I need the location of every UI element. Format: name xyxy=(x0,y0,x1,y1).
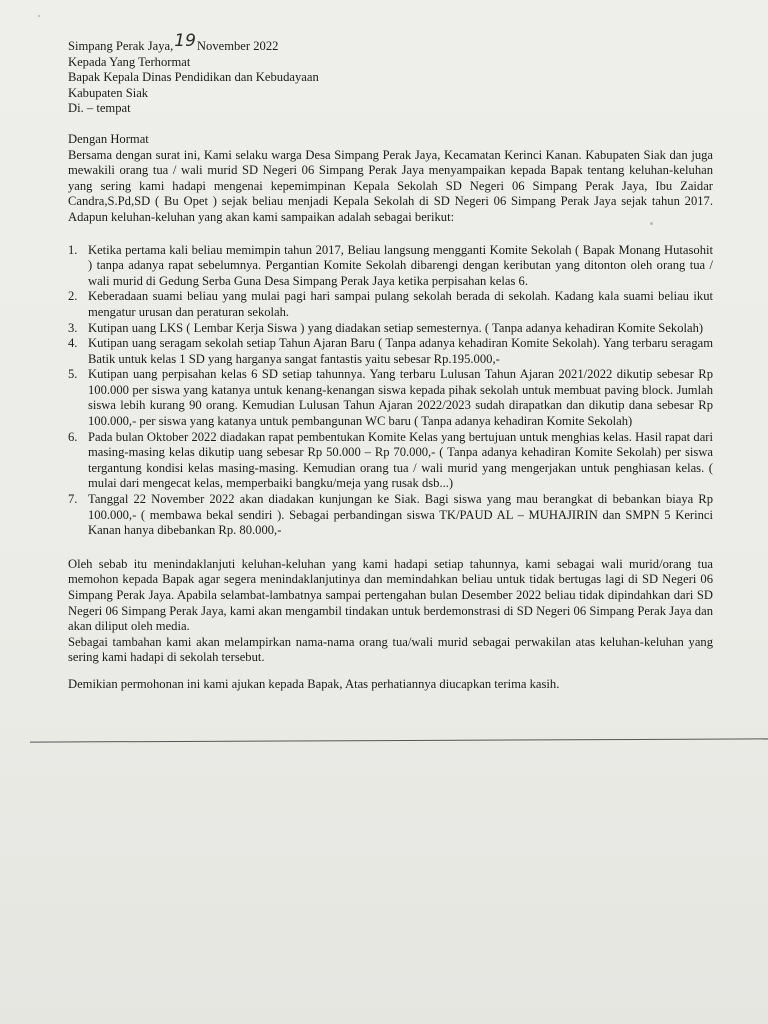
letter-body xyxy=(68,31,713,693)
handwritten-day: 19 xyxy=(174,31,196,51)
item-number: 7. xyxy=(68,492,78,507)
item-number: 4. xyxy=(68,336,78,351)
list-item xyxy=(68,492,713,539)
closing-paragraph: Sebagai tambahan kami akan melampirkan nama-nama orang tua/wali murid sebagai perwakilan atas keluhan-keluhan yang sering kami hadapi di sekolah tersebut. xyxy=(68,634,713,665)
recipient-line: Kepada Yang Terhormat xyxy=(68,54,191,69)
recipient-line: Kabupaten Siak xyxy=(68,85,149,100)
complaint-list xyxy=(68,243,713,539)
list-item xyxy=(68,243,713,290)
salutation: Dengan Hormat xyxy=(68,131,149,146)
intro-paragraph: Bersama dengan surat ini, Kami selaku warga Desa Simpang Perak Jaya, Kecamatan Kerinci Kanan. Kabupaten Siak dan juga mewakili orang tua / wali murid SD Negeri 06 Simpang Perak Jaya menyampaikan kepada Bapak tentang keluhan-keluhan yang sering kami hadapi mengenai kepemimpinan Kepala Sekolah SD Negeri 06 Simpang Perak Jaya, Ibu Zaidar Candra,S.Pd,SD ( Bu Opet ) sejak beliau menjadi Kepala Sekolah di SD Negeri 06 Simpang Perak Jaya sejak tahun 2017. Adapun keluhan-keluhan yang akan kami sampaikan adalah sebagai berikut: xyxy=(68,147,713,224)
item-number: 1. xyxy=(68,242,78,257)
scan-speck xyxy=(38,15,40,17)
closing-paragraph: Demikian permohonan ini kami ajukan kepada Bapak, Atas perhatiannya diucapkan terima kasih. xyxy=(68,676,560,691)
scan-speck xyxy=(650,222,653,225)
horizontal-rule xyxy=(30,738,768,742)
date-line xyxy=(68,31,713,55)
item-number: 2. xyxy=(68,289,78,304)
list-item xyxy=(68,367,713,429)
item-text: Kutipan uang perpisahan kelas 6 SD setiap tahunnya. Yang terbaru Lulusan Tahun Ajaran 2021/2022 dikutip sebesar Rp 100.000 per siswa yang katanya untuk kenang-kenangan siswa kepada pihak sekolah untuk membuat paving block. Jumlah siswa lebih kurang 90 orang. Kemudian Lulusan Tahun Ajaran 2022/2023 sudah dirapatkan dan dikutip dana sebesar Rp 100.000,- per siswa yang katanya untuk pembangunan WC baru ( Tanpa adanya kehadiran Komite Sekolah) xyxy=(88,367,713,429)
item-text: Ketika pertama kali beliau memimpin tahun 2017, Beliau langsung mengganti Komite Sekolah ( Bapak Monang Hutasohit ) tanpa adanya rapat sebelumnya. Pergantian Komite Sekolah dibarengi dengan keributan yang ditonton oleh orang tua / wali murid di Gedung Serba Guna Desa Simpang Perak Jaya ketika perpisahan kelas 6. xyxy=(88,242,713,288)
recipient-line: Di. – tempat xyxy=(68,101,131,116)
item-number: 6. xyxy=(68,429,78,444)
closing-paragraph: Oleh sebab itu menindaklanjuti keluhan-keluhan yang kami hadapi setiap tahunnya, kami sebagai wali murid/orang tua memohon kepada Bapak agar segera menindaklanjutinya dan memindahkan beliau untuk tidak bertugas lagi di SD Negeri 06 Simpang Perak Jaya. Apabila selambat-lambatnya sampai pertengahan bulan Desember 2022 beliau tidak dipindahkan dari SD Negeri 06 Simpang Perak Jaya, kami akan mengambil tindakan untuk berdemonstrasi di SD Negeri 06 Simpang Perak Jaya dan akan diliput oleh media. xyxy=(68,556,713,634)
list-item xyxy=(68,289,713,320)
recipient-line: Bapak Kepala Dinas Pendidikan dan Kebudayaan xyxy=(68,70,319,85)
item-text: Kutipan uang seragam sekolah setiap Tahun Ajaran Baru ( Tanpa adanya kehadiran Komite Sekolah). Yang terbaru seragam Batik untuk kelas 1 SD yang harganya sangat fantastis yaitu sebesar Rp.195.000,- xyxy=(88,336,713,366)
list-item xyxy=(68,430,713,492)
list-item xyxy=(68,321,713,337)
item-text: Keberadaan suami beliau yang mulai pagi hari sampai pulang sekolah berada di sekolah. Kadang kala suami beliau ikut mengatur urusan dan peraturan sekolah. xyxy=(88,289,713,319)
list-item xyxy=(68,336,713,367)
date-month-year: November 2022 xyxy=(196,39,279,53)
item-text: Pada bulan Oktober 2022 diadakan rapat pembentukan Komite Kelas yang bertujuan untuk menghias kelas. Hasil rapat dari masing-masing kelas dikutip uang sebesar Rp 50.000 – Rp 70.000,- ( Tanpa adanya kehadiran Komite Sekolah) per siswa tergantung kondisi kelas masing-masing. Kemudian orang tua / wali murid yang mengerjakan untuk penghiasan kelas. ( mulai dari mengecat kelas, memperbaiki bangku/meja yang rusak dsb...) xyxy=(88,429,713,491)
date-place: Simpang Perak Jaya, xyxy=(68,39,174,53)
item-text: Kutipan uang LKS ( Lembar Kerja Siswa ) yang diadakan setiap semesternya. ( Tanpa adanya kehadiran Komite Sekolah) xyxy=(88,320,704,335)
item-text: Tanggal 22 November 2022 akan diadakan kunjungan ke Siak. Bagi siswa yang mau berangkat di bebankan biaya Rp 100.000,- ( membawa bekal sendiri ). Sebagai perbandingan siswa TK/PAUD AL – MUHAJIRIN dan SMPN 5 Kerinci Kanan hanya dibebankan Rp. 80.000,- xyxy=(88,492,713,538)
item-number: 5. xyxy=(68,367,78,382)
item-number: 3. xyxy=(68,320,78,335)
